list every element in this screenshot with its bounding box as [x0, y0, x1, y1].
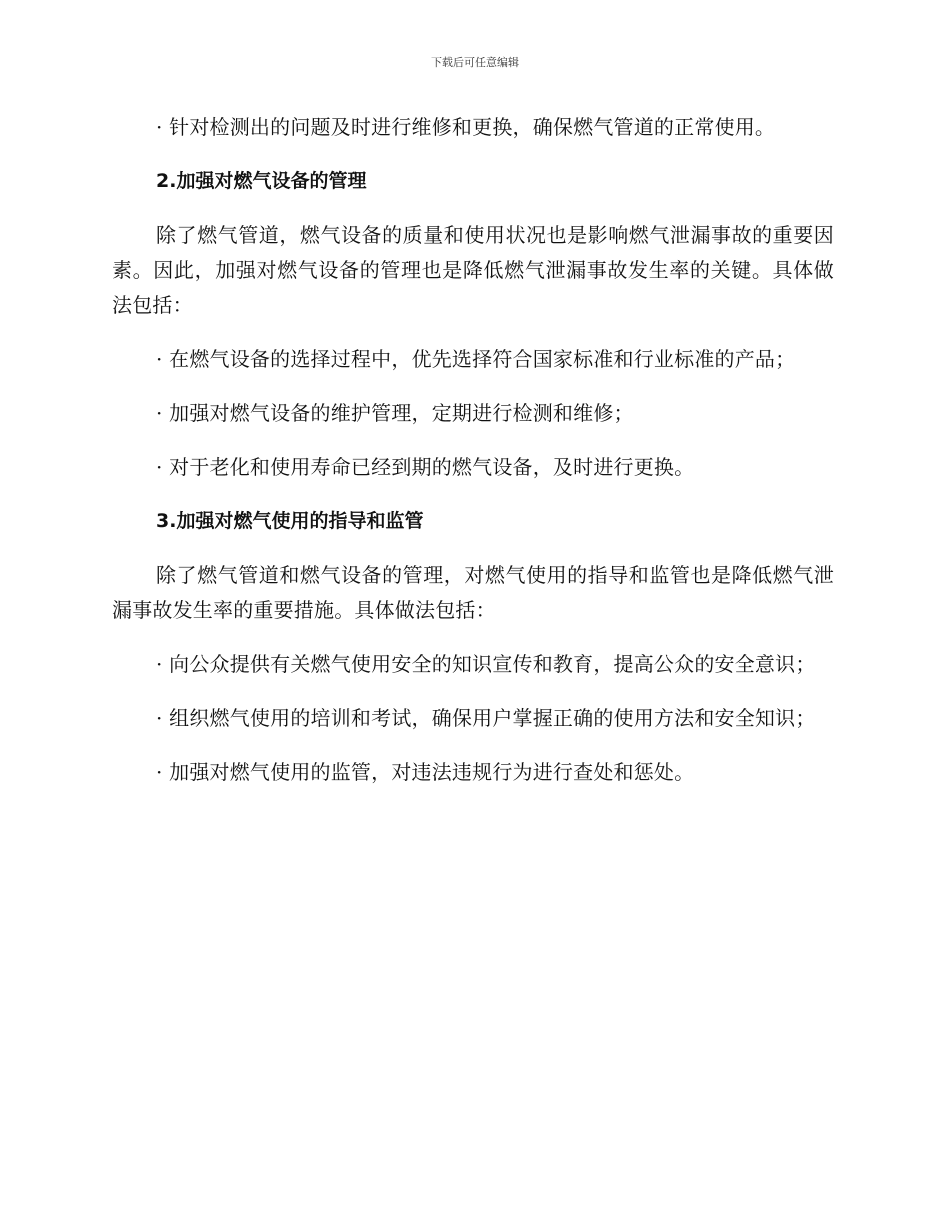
bullet-pipeline-repair: · 针对检测出的问题及时进行维修和更换，确保燃气管道的正常使用。: [156, 115, 776, 139]
bullet-training-exam: · 组织燃气使用的培训和考试，确保用户掌握正确的使用方法和安全知识；: [156, 706, 816, 730]
document-body: [112, 110, 834, 809]
page-header: 下载后可任意编辑: [431, 56, 519, 69]
bullet-equipment-replacement: · 对于老化和使用寿命已经到期的燃气设备，及时进行更换。: [156, 455, 695, 479]
paragraph-usage-intro: 除了燃气管道和燃气设备的管理，对燃气使用的指导和监管也是降低燃气泄漏事故发生率的重要措施。具体做法包括：: [112, 563, 834, 622]
section-heading-equipment: 2.加强对燃气设备的管理: [156, 170, 367, 192]
paragraph-equipment-intro: 除了燃气管道，燃气设备的质量和使用状况也是影响燃气泄漏事故的重要因素。因此，加强对燃气设备的管理也是降低燃气泄漏事故发生率的关键。具体做法包括：: [112, 223, 834, 317]
bullet-public-education: · 向公众提供有关燃气使用安全的知识宣传和教育，提高公众的安全意识；: [156, 652, 816, 676]
bullet-equipment-selection: · 在燃气设备的选择过程中，优先选择符合国家标准和行业标准的产品；: [156, 347, 796, 371]
section-heading-usage: 3.加强对燃气使用的指导和监管: [156, 510, 424, 532]
bullet-supervision: · 加强对燃气使用的监管，对违法违规行为进行查处和惩处。: [156, 760, 695, 784]
bullet-equipment-maintenance: · 加强对燃气设备的维护管理，定期进行检测和维修；: [156, 401, 634, 425]
